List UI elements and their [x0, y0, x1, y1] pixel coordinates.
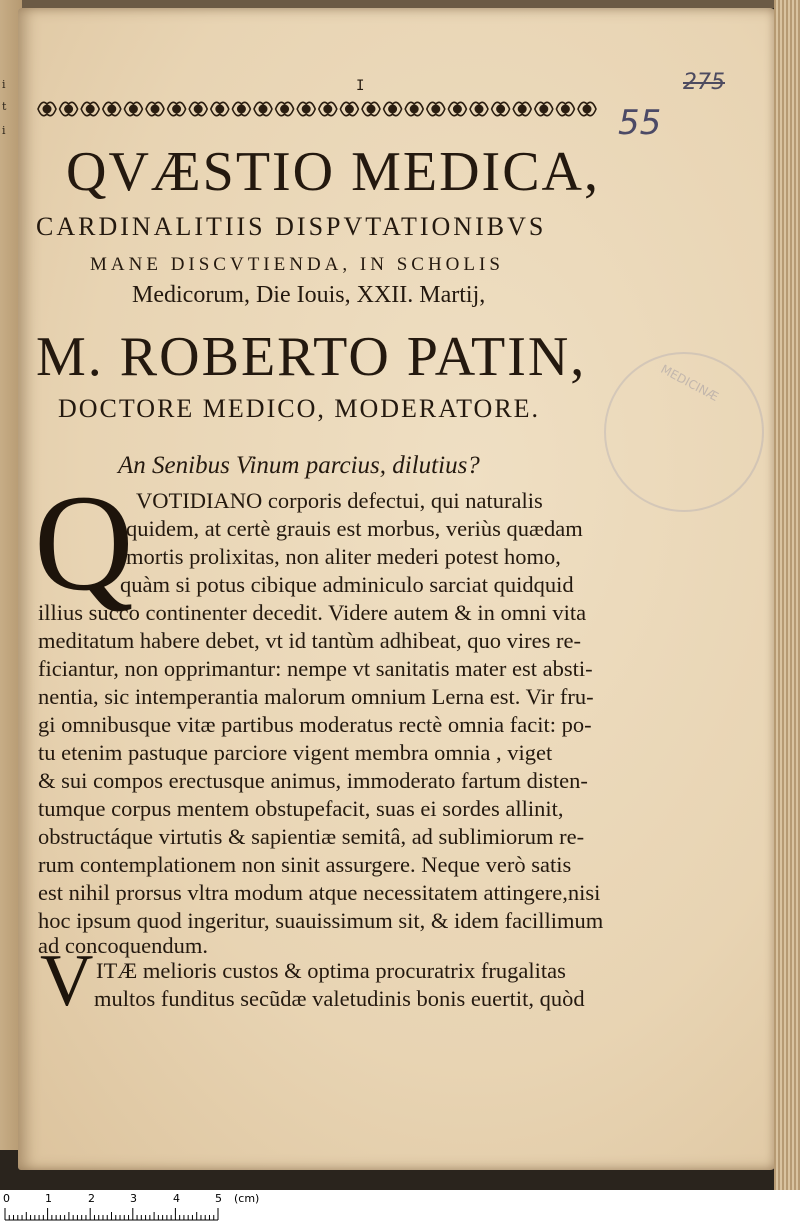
- drop-cap-q: Q: [34, 466, 134, 619]
- paragraph-1-line: rum contemplationem non sinit assurgere. Neque verò satis: [38, 852, 572, 877]
- paragraph-1-line: nentia, sic intemperantia malorum omnium Lerna est. Vir fru-: [38, 684, 594, 709]
- paragraph-1-line: ad concoquendum.: [38, 933, 208, 958]
- drop-cap-v: V: [40, 940, 94, 1022]
- paragraph-1-line: VOTIDIANO corporis defectui, qui naturalis: [136, 488, 543, 513]
- ruler-ticks: [0, 1190, 230, 1225]
- book-top-edge: [0, 0, 800, 8]
- ruler-label: 2: [88, 1192, 95, 1205]
- title-line-5: M. ROBERTO PATIN,: [36, 326, 587, 388]
- signature-mark: I: [356, 78, 365, 94]
- paragraph-1-line: meditatum habere debet, vt id tantùm adhibeat, quo vires re-: [38, 628, 581, 653]
- ruler-label: 4: [173, 1192, 180, 1205]
- ruler-label: 5: [215, 1192, 222, 1205]
- facing-page-strip: i t i: [0, 0, 22, 1150]
- paragraph-1-line: est nihil prorsus vltra modum atque necessitatem attingere,nisi: [38, 880, 601, 905]
- library-stamp: MEDICINÆ: [604, 352, 764, 512]
- paragraph-1-line: quàm si potus cibique adminiculo sarciat quidquid: [120, 572, 574, 597]
- title-line-6: DOCTORE MEDICO, MODERATORE.: [58, 394, 541, 423]
- paragraph-1-line: tu etenim pastuque parciore vigent membra omnia , viget: [38, 740, 553, 765]
- paragraph-1-line: quidem, at certè grauis est morbus, veriùs quædam: [126, 516, 583, 541]
- title-line-3: MANE DISCVTIENDA, IN SCHOLIS: [90, 254, 504, 275]
- paragraph-1-line: gi omnibusque vitæ partibus moderatus rectè omnia facit: po-: [38, 712, 592, 737]
- scale-ruler: [0, 1190, 800, 1225]
- title-line-1: QVÆSTIO MEDICA,: [66, 141, 600, 203]
- paragraph-1-line: hoc ipsum quod ingeritur, suauissimum sit, & idem facillimum: [38, 908, 604, 933]
- ruler-label: 1: [45, 1192, 52, 1205]
- old-folio-number: 275: [683, 70, 725, 95]
- question-line: An Senibus Vinum parcius, dilutius?: [118, 452, 480, 479]
- paragraph-1-line: mortis prolixitas, non aliter mederi potest homo,: [126, 544, 561, 569]
- title-line-4: Medicorum, Die Iouis, XXII. Martij,: [132, 282, 486, 308]
- ruler-unit: (cm): [234, 1192, 260, 1205]
- paragraph-1-line: tumque corpus mentem obstupefacit, suas ei sordes allinit,: [38, 796, 564, 821]
- paragraph-1-line: illius succo continenter decedit. Videre autem & in omni vita: [38, 600, 587, 625]
- ornament-border: [36, 94, 608, 124]
- paragraph-1-line: ficiantur, non opprimantur: nempe vt sanitatis mater est absti-: [38, 656, 593, 681]
- paragraph-1-line: obstructáque virtutis & sapientiæ semitâ, ad sublimiorum re-: [38, 824, 585, 849]
- ruler-label: 0: [3, 1192, 10, 1205]
- paragraph-1-line: & sui compos erectusque animus, immoderato fartum disten-: [38, 768, 588, 793]
- paragraph-2-line: ITÆ melioris custos & optima procuratrix frugalitas: [96, 958, 566, 983]
- ruler-label: 3: [130, 1192, 137, 1205]
- folio-number: 55: [618, 103, 662, 143]
- paragraph-2-line: multos funditus secũdæ valetudinis bonis euertit, quòd: [94, 986, 585, 1011]
- title-line-2: CARDINALITIIS DISPVTATIONIBVS: [36, 212, 547, 241]
- page-edges: [774, 0, 800, 1190]
